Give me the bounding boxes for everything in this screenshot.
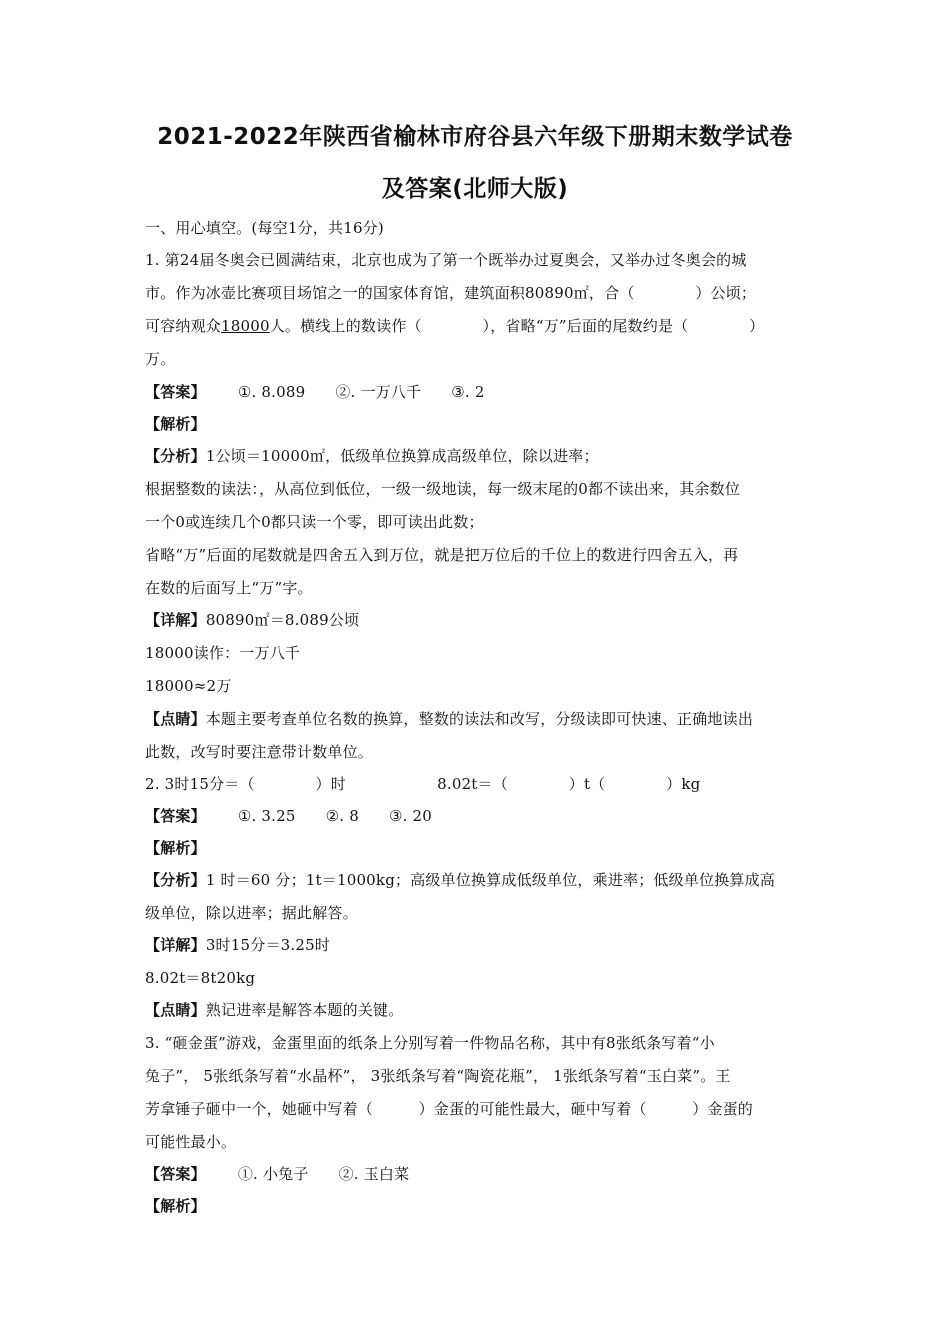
q1-stem-line-3-pre: 可容纳观众 <box>145 317 222 335</box>
q3-stem-line-3: 芳拿锤子砸中一个，她砸中写着（ ）金蛋的可能性最大，砸中写着（ ）金蛋的 <box>145 1100 754 1118</box>
q1-point-row <box>145 709 753 729</box>
q2-detail-label: 【详解】 <box>145 936 206 954</box>
q2-answer-row <box>145 806 432 826</box>
q1-detail-text: 80890㎡＝8.089公顷 <box>205 611 360 629</box>
q2-fenxi-text-2: 级单位，除以进率；据此解答。 <box>145 904 358 922</box>
q1-reading-rule-1: 根据整数的读法：，从高位到低位，一级一级地读，每一级末尾的0都不读出来，其余数位 <box>145 480 741 498</box>
q2-analysis-label: 【解析】 <box>145 839 206 857</box>
q1-answer-2: ②. 一万八千 <box>335 383 422 401</box>
q1-rounding-rule-1: 省略“万”后面的尾数就是四舍五入到万位，就是把万位后的千位上的数进行四舍五入，再 <box>145 546 739 564</box>
q1-rounding-rule-2: 在数的后面写上“万”字。 <box>145 579 313 597</box>
q2-point-text: 熟记进率是解答本题的关键。 <box>205 1001 404 1019</box>
q1-fenxi-text: 1公顷＝10000㎡，低级单位换算成高级单位，除以进率； <box>205 447 599 465</box>
q1-reading-rule-2: 一个0或连续几个0都只读一个零，即可读出此数； <box>145 513 484 531</box>
q2-fenxi-row <box>145 870 775 890</box>
q2-point-row <box>145 1000 403 1020</box>
q1-answer-3: ③. 2 <box>451 383 485 401</box>
q3-answer-2: ②. 玉白菜 <box>338 1165 410 1183</box>
q3-stem-line-1: 3. “砸金蛋”游戏，金蛋里面的纸条上分别写着一件物品名称，其中有8张纸条写着“小 <box>145 1034 715 1052</box>
q2-detail-row <box>145 935 330 955</box>
q3-stem-line-4: 可能性最小。 <box>145 1133 237 1151</box>
q1-answer-row <box>145 382 485 402</box>
q2-stem: 2. 3时15分＝（ ）时 8.02t＝（ ）t（ ）kg <box>145 775 701 793</box>
q3-answer-row <box>145 1164 409 1184</box>
q1-stem-line-2: 市。作为冰壶比赛项目场馆之一的国家体育馆，建筑面积80890㎡，合（ ）公顷； <box>145 284 757 302</box>
q1-stem-line-3-post: 人。横线上的数读作（ ），省略“万”后面的尾数约是（ ） <box>269 317 765 335</box>
q1-detail-2: 18000读作：一万八千 <box>145 644 301 662</box>
document-title-line-2: 及答案(北师大版) <box>381 176 569 202</box>
q1-fenxi-label: 【分析】 <box>145 447 206 465</box>
q1-point-label: 【点睛】 <box>145 710 206 728</box>
q3-stem-line-2: 兔子”， 5张纸条写着“水晶杯”， 3张纸条写着“陶瓷花瓶”， 1张纸条写着“玉白菜”。王 <box>145 1067 731 1085</box>
q2-fenxi-label: 【分析】 <box>145 871 206 889</box>
section-heading: 一、用心填空。(每空1分，共16分) <box>145 219 384 237</box>
q2-fenxi-text-1: 1 时＝60 分；1t＝1000kg；高级单位换算成低级单位，乘进率；低级单位换算成高 <box>205 871 776 889</box>
q1-answer-label: 【答案】 <box>145 383 206 401</box>
q1-detail-label: 【详解】 <box>145 611 206 629</box>
q3-answer-label: 【答案】 <box>145 1165 206 1183</box>
q2-detail-text-2: 8.02t＝8t20kg <box>145 969 256 987</box>
q1-detail-row <box>145 610 359 630</box>
q1-fenxi-row <box>145 446 599 466</box>
q2-answer-1: ①. 3.25 <box>237 807 296 825</box>
q2-answer-2: ②. 8 <box>325 807 359 825</box>
q3-answer-1: ①. 小兔子 <box>237 1165 309 1183</box>
q1-point-text-2: 此数，改写时要注意带计数单位。 <box>145 743 374 761</box>
q2-detail-text-1: 3时15分＝3.25时 <box>205 936 331 954</box>
q3-analysis-label: 【解析】 <box>145 1197 206 1215</box>
q1-point-text-1: 本题主要考查单位名数的换算，整数的读法和改写，分级读即可快速、正确地读出 <box>205 710 754 728</box>
q2-answer-3: ③. 20 <box>388 807 433 825</box>
q1-answer-1: ①. 8.089 <box>237 383 306 401</box>
document-title-line-1: 2021-2022年陕西省榆林市府谷县六年级下册期末数学试卷 <box>157 124 793 150</box>
q2-point-label: 【点睛】 <box>145 1001 206 1019</box>
q1-stem-line-1: 1. 第24届冬奥会已圆满结束，北京也成为了第一个既举办过夏奥会，又举办过冬奥会的城 <box>145 251 747 269</box>
q1-stem-line-3 <box>145 316 764 336</box>
q1-detail-3: 18000≈2万 <box>145 677 232 695</box>
q2-answer-label: 【答案】 <box>145 807 206 825</box>
q1-stem-line-4: 万。 <box>145 350 176 368</box>
q1-analysis-label: 【解析】 <box>145 415 206 433</box>
q1-underlined-number: 18000 <box>221 317 270 335</box>
